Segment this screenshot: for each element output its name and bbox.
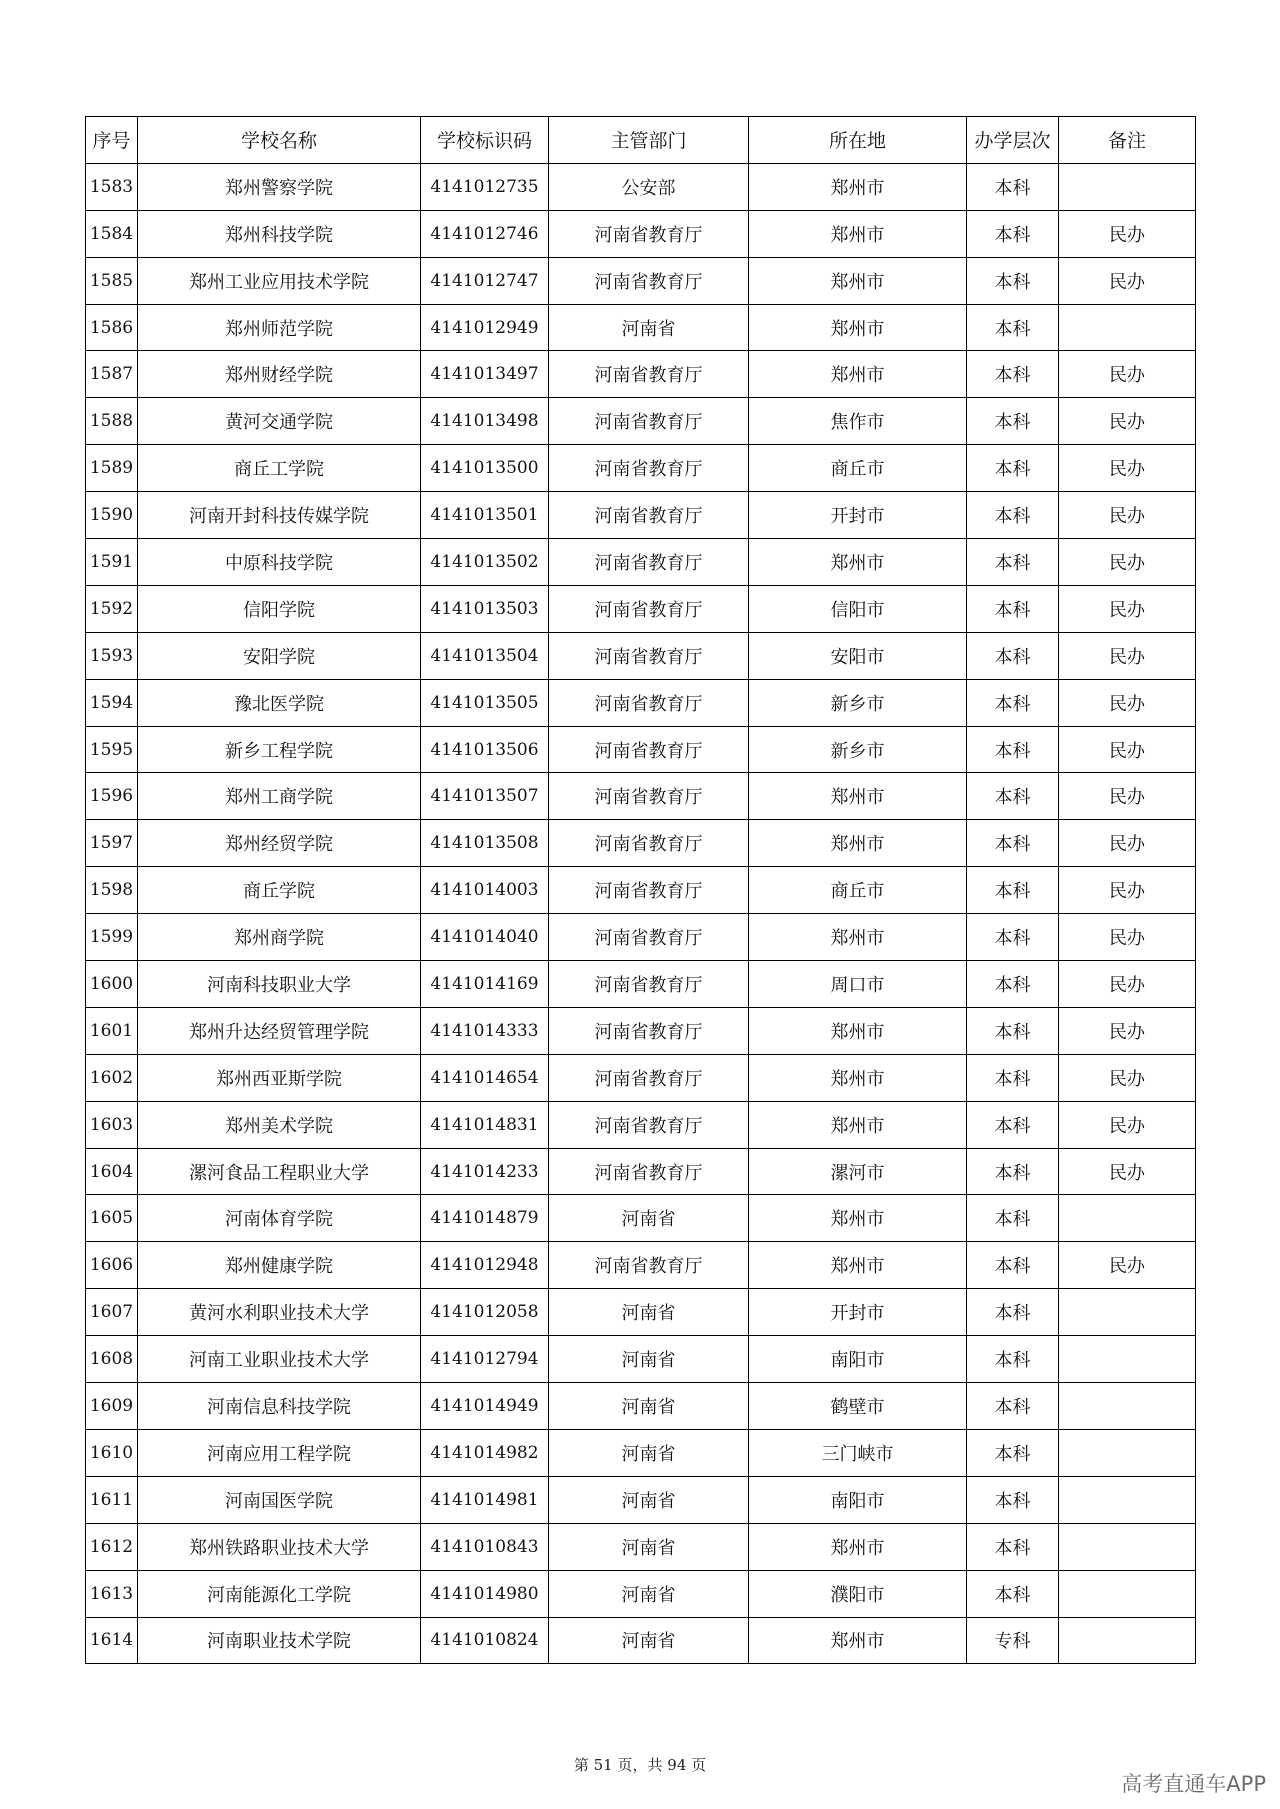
cell-level: 本科 <box>967 304 1059 351</box>
cell-location: 郑州市 <box>749 1523 967 1570</box>
table-row <box>86 163 1196 210</box>
cell-location: 开封市 <box>749 1289 967 1336</box>
cell-location: 周口市 <box>749 961 967 1008</box>
cell-authority: 河南省教育厅 <box>549 1054 749 1101</box>
cell-index: 1600 <box>86 961 138 1008</box>
cell-location: 郑州市 <box>749 539 967 586</box>
cell-school-name: 河南工业职业技术大学 <box>138 1336 421 1383</box>
table-row <box>86 961 1196 1008</box>
cell-index: 1594 <box>86 679 138 726</box>
cell-location: 郑州市 <box>749 257 967 304</box>
cell-remark <box>1059 304 1196 351</box>
header-level: 办学层次 <box>967 117 1059 164</box>
cell-school-name: 河南信息科技学院 <box>138 1383 421 1430</box>
cell-remark: 民办 <box>1059 1054 1196 1101</box>
cell-remark: 民办 <box>1059 726 1196 773</box>
cell-remark: 民办 <box>1059 585 1196 632</box>
cell-school-name: 安阳学院 <box>138 632 421 679</box>
cell-school-name: 郑州经贸学院 <box>138 820 421 867</box>
cell-level: 本科 <box>967 1101 1059 1148</box>
cell-level: 本科 <box>967 1570 1059 1617</box>
cell-school-code: 4141013501 <box>421 492 549 539</box>
cell-level: 本科 <box>967 1383 1059 1430</box>
cell-location: 郑州市 <box>749 1054 967 1101</box>
cell-school-code: 4141013506 <box>421 726 549 773</box>
table-row <box>86 1054 1196 1101</box>
cell-school-code: 4141013497 <box>421 351 549 398</box>
cell-index: 1586 <box>86 304 138 351</box>
table-header-row <box>86 117 1196 164</box>
cell-level: 本科 <box>967 585 1059 632</box>
cell-level: 本科 <box>967 1054 1059 1101</box>
cell-location: 鹤壁市 <box>749 1383 967 1430</box>
cell-level: 本科 <box>967 867 1059 914</box>
page-total: 94 <box>667 1756 687 1774</box>
cell-index: 1614 <box>86 1617 138 1664</box>
cell-authority: 公安部 <box>549 163 749 210</box>
cell-remark <box>1059 163 1196 210</box>
cell-location: 郑州市 <box>749 210 967 257</box>
table-row <box>86 1570 1196 1617</box>
school-list-table <box>85 116 1196 1664</box>
cell-location: 郑州市 <box>749 163 967 210</box>
cell-school-code: 4141013498 <box>421 398 549 445</box>
cell-authority: 河南省教育厅 <box>549 539 749 586</box>
cell-authority: 河南省教育厅 <box>549 585 749 632</box>
table-row <box>86 726 1196 773</box>
cell-level: 本科 <box>967 398 1059 445</box>
cell-index: 1599 <box>86 914 138 961</box>
table-row <box>86 1476 1196 1523</box>
cell-authority: 河南省 <box>549 1617 749 1664</box>
cell-school-code: 4141014879 <box>421 1195 549 1242</box>
table-row <box>86 445 1196 492</box>
cell-school-code: 4141014982 <box>421 1429 549 1476</box>
cell-index: 1588 <box>86 398 138 445</box>
page-label-middle: 页，共 <box>617 1756 663 1774</box>
cell-remark: 民办 <box>1059 961 1196 1008</box>
cell-location: 商丘市 <box>749 445 967 492</box>
cell-level: 本科 <box>967 1148 1059 1195</box>
cell-index: 1605 <box>86 1195 138 1242</box>
cell-level: 本科 <box>967 961 1059 1008</box>
table-row <box>86 1101 1196 1148</box>
cell-school-code: 4141014333 <box>421 1007 549 1054</box>
cell-remark: 民办 <box>1059 492 1196 539</box>
cell-index: 1612 <box>86 1523 138 1570</box>
cell-location: 漯河市 <box>749 1148 967 1195</box>
cell-authority: 河南省 <box>549 1523 749 1570</box>
cell-authority: 河南省教育厅 <box>549 257 749 304</box>
cell-school-code: 4141014831 <box>421 1101 549 1148</box>
watermark-text: 高考直通车APP <box>1121 1772 1266 1796</box>
cell-index: 1595 <box>86 726 138 773</box>
cell-authority: 河南省教育厅 <box>549 351 749 398</box>
table-row <box>86 1429 1196 1476</box>
cell-index: 1593 <box>86 632 138 679</box>
table-row <box>86 210 1196 257</box>
cell-authority: 河南省 <box>549 1429 749 1476</box>
cell-remark: 民办 <box>1059 773 1196 820</box>
cell-remark <box>1059 1429 1196 1476</box>
cell-level: 本科 <box>967 726 1059 773</box>
cell-remark <box>1059 1289 1196 1336</box>
table-row <box>86 1523 1196 1570</box>
cell-remark <box>1059 1336 1196 1383</box>
cell-location: 濮阳市 <box>749 1570 967 1617</box>
cell-school-code: 4141014169 <box>421 961 549 1008</box>
page-label-prefix: 第 <box>573 1756 589 1774</box>
cell-location: 焦作市 <box>749 398 967 445</box>
cell-level: 本科 <box>967 492 1059 539</box>
cell-school-name: 郑州健康学院 <box>138 1242 421 1289</box>
cell-location: 郑州市 <box>749 1007 967 1054</box>
cell-school-code: 4141010843 <box>421 1523 549 1570</box>
cell-school-code: 4141012794 <box>421 1336 549 1383</box>
cell-school-code: 4141013505 <box>421 679 549 726</box>
cell-level: 本科 <box>967 445 1059 492</box>
cell-school-name: 郑州铁路职业技术大学 <box>138 1523 421 1570</box>
cell-remark <box>1059 1195 1196 1242</box>
cell-authority: 河南省 <box>549 1383 749 1430</box>
cell-location: 新乡市 <box>749 679 967 726</box>
cell-location: 郑州市 <box>749 1195 967 1242</box>
cell-school-code: 4141013500 <box>421 445 549 492</box>
cell-school-name: 郑州美术学院 <box>138 1101 421 1148</box>
cell-level: 本科 <box>967 351 1059 398</box>
cell-authority: 河南省教育厅 <box>549 961 749 1008</box>
table-row <box>86 773 1196 820</box>
header-location: 所在地 <box>749 117 967 164</box>
cell-school-code: 4141014949 <box>421 1383 549 1430</box>
cell-remark: 民办 <box>1059 1101 1196 1148</box>
cell-location: 信阳市 <box>749 585 967 632</box>
cell-remark: 民办 <box>1059 867 1196 914</box>
table-row <box>86 1617 1196 1664</box>
cell-remark: 民办 <box>1059 632 1196 679</box>
cell-level: 本科 <box>967 1523 1059 1570</box>
cell-school-code: 4141012058 <box>421 1289 549 1336</box>
cell-index: 1607 <box>86 1289 138 1336</box>
cell-school-code: 4141013503 <box>421 585 549 632</box>
cell-school-name: 豫北医学院 <box>138 679 421 726</box>
cell-remark <box>1059 1523 1196 1570</box>
cell-authority: 河南省教育厅 <box>549 773 749 820</box>
cell-authority: 河南省 <box>549 1336 749 1383</box>
cell-school-name: 郑州工业应用技术学院 <box>138 257 421 304</box>
cell-school-name: 郑州财经学院 <box>138 351 421 398</box>
cell-remark <box>1059 1617 1196 1664</box>
cell-authority: 河南省教育厅 <box>549 679 749 726</box>
cell-location: 南阳市 <box>749 1336 967 1383</box>
cell-school-name: 河南国医学院 <box>138 1476 421 1523</box>
cell-remark: 民办 <box>1059 210 1196 257</box>
cell-remark: 民办 <box>1059 1242 1196 1289</box>
page-current: 51 <box>593 1756 613 1774</box>
cell-school-code: 4141012746 <box>421 210 549 257</box>
cell-remark <box>1059 1570 1196 1617</box>
cell-location: 三门峡市 <box>749 1429 967 1476</box>
cell-level: 本科 <box>967 1242 1059 1289</box>
cell-level: 本科 <box>967 1336 1059 1383</box>
table-row <box>86 1195 1196 1242</box>
table-row <box>86 585 1196 632</box>
header-remark: 备注 <box>1059 117 1196 164</box>
table-row <box>86 304 1196 351</box>
cell-school-name: 河南开封科技传媒学院 <box>138 492 421 539</box>
cell-level: 本科 <box>967 1007 1059 1054</box>
cell-index: 1587 <box>86 351 138 398</box>
cell-school-code: 4141012948 <box>421 1242 549 1289</box>
cell-authority: 河南省 <box>549 304 749 351</box>
table-row <box>86 1148 1196 1195</box>
cell-school-name: 河南体育学院 <box>138 1195 421 1242</box>
cell-level: 本科 <box>967 210 1059 257</box>
table-row <box>86 632 1196 679</box>
cell-level: 本科 <box>967 632 1059 679</box>
cell-school-name: 郑州西亚斯学院 <box>138 1054 421 1101</box>
cell-school-name: 黄河水利职业技术大学 <box>138 1289 421 1336</box>
cell-level: 本科 <box>967 773 1059 820</box>
cell-school-code: 4141014233 <box>421 1148 549 1195</box>
cell-level: 本科 <box>967 914 1059 961</box>
table-row <box>86 539 1196 586</box>
cell-location: 开封市 <box>749 492 967 539</box>
cell-location: 郑州市 <box>749 820 967 867</box>
cell-school-code: 4141012747 <box>421 257 549 304</box>
cell-index: 1606 <box>86 1242 138 1289</box>
cell-authority: 河南省教育厅 <box>549 867 749 914</box>
cell-location: 新乡市 <box>749 726 967 773</box>
cell-authority: 河南省 <box>549 1195 749 1242</box>
cell-remark: 民办 <box>1059 398 1196 445</box>
cell-school-code: 4141014003 <box>421 867 549 914</box>
table-row <box>86 351 1196 398</box>
cell-school-name: 郑州警察学院 <box>138 163 421 210</box>
table-row <box>86 679 1196 726</box>
cell-school-name: 商丘工学院 <box>138 445 421 492</box>
cell-school-name: 河南能源化工学院 <box>138 1570 421 1617</box>
cell-school-code: 4141012949 <box>421 304 549 351</box>
cell-remark <box>1059 1383 1196 1430</box>
cell-authority: 河南省教育厅 <box>549 820 749 867</box>
cell-school-name: 黄河交通学院 <box>138 398 421 445</box>
cell-school-code: 4141010824 <box>421 1617 549 1664</box>
cell-authority: 河南省教育厅 <box>549 632 749 679</box>
cell-authority: 河南省教育厅 <box>549 1101 749 1148</box>
cell-index: 1591 <box>86 539 138 586</box>
cell-index: 1584 <box>86 210 138 257</box>
table-row <box>86 1289 1196 1336</box>
cell-index: 1603 <box>86 1101 138 1148</box>
cell-index: 1592 <box>86 585 138 632</box>
cell-authority: 河南省教育厅 <box>549 1242 749 1289</box>
cell-location: 郑州市 <box>749 351 967 398</box>
cell-index: 1583 <box>86 163 138 210</box>
cell-school-name: 郑州升达经贸管理学院 <box>138 1007 421 1054</box>
cell-location: 商丘市 <box>749 867 967 914</box>
cell-remark <box>1059 1476 1196 1523</box>
cell-index: 1608 <box>86 1336 138 1383</box>
cell-school-code: 4141014040 <box>421 914 549 961</box>
cell-location: 郑州市 <box>749 304 967 351</box>
cell-school-name: 漯河食品工程职业大学 <box>138 1148 421 1195</box>
cell-school-name: 商丘学院 <box>138 867 421 914</box>
page-label-suffix: 页 <box>691 1756 707 1774</box>
cell-school-name: 郑州商学院 <box>138 914 421 961</box>
cell-index: 1597 <box>86 820 138 867</box>
cell-remark: 民办 <box>1059 1148 1196 1195</box>
cell-index: 1596 <box>86 773 138 820</box>
cell-school-name: 河南应用工程学院 <box>138 1429 421 1476</box>
cell-index: 1610 <box>86 1429 138 1476</box>
cell-school-code: 4141014981 <box>421 1476 549 1523</box>
cell-index: 1613 <box>86 1570 138 1617</box>
cell-authority: 河南省教育厅 <box>549 914 749 961</box>
cell-authority: 河南省 <box>549 1476 749 1523</box>
cell-index: 1601 <box>86 1007 138 1054</box>
cell-index: 1585 <box>86 257 138 304</box>
cell-level: 本科 <box>967 257 1059 304</box>
cell-school-name: 信阳学院 <box>138 585 421 632</box>
cell-authority: 河南省 <box>549 1289 749 1336</box>
table-row <box>86 1383 1196 1430</box>
cell-remark: 民办 <box>1059 820 1196 867</box>
cell-school-name: 中原科技学院 <box>138 539 421 586</box>
cell-school-code: 4141013502 <box>421 539 549 586</box>
cell-school-name: 郑州师范学院 <box>138 304 421 351</box>
table-row <box>86 1336 1196 1383</box>
cell-level: 本科 <box>967 163 1059 210</box>
page-number <box>0 1754 1280 1775</box>
table-row <box>86 820 1196 867</box>
cell-location: 郑州市 <box>749 1617 967 1664</box>
cell-location: 安阳市 <box>749 632 967 679</box>
cell-authority: 河南省教育厅 <box>549 1007 749 1054</box>
header-school-name: 学校名称 <box>138 117 421 164</box>
header-school-code: 学校标识码 <box>421 117 549 164</box>
cell-school-code: 4141013504 <box>421 632 549 679</box>
cell-index: 1602 <box>86 1054 138 1101</box>
table-row <box>86 914 1196 961</box>
cell-school-name: 河南职业技术学院 <box>138 1617 421 1664</box>
cell-school-name: 河南科技职业大学 <box>138 961 421 1008</box>
header-index: 序号 <box>86 117 138 164</box>
cell-location: 郑州市 <box>749 773 967 820</box>
table-row <box>86 492 1196 539</box>
cell-school-code: 4141013507 <box>421 773 549 820</box>
cell-level: 本科 <box>967 1429 1059 1476</box>
cell-location: 郑州市 <box>749 1101 967 1148</box>
cell-remark: 民办 <box>1059 445 1196 492</box>
table-row <box>86 1007 1196 1054</box>
cell-school-code: 4141012735 <box>421 163 549 210</box>
cell-remark: 民办 <box>1059 914 1196 961</box>
cell-level: 本科 <box>967 820 1059 867</box>
cell-level: 本科 <box>967 1289 1059 1336</box>
cell-school-name: 郑州科技学院 <box>138 210 421 257</box>
cell-level: 本科 <box>967 1476 1059 1523</box>
cell-authority: 河南省教育厅 <box>549 492 749 539</box>
cell-authority: 河南省教育厅 <box>549 1148 749 1195</box>
cell-location: 郑州市 <box>749 914 967 961</box>
cell-level: 本科 <box>967 539 1059 586</box>
cell-level: 本科 <box>967 1195 1059 1242</box>
cell-authority: 河南省教育厅 <box>549 210 749 257</box>
cell-school-name: 新乡工程学院 <box>138 726 421 773</box>
cell-school-code: 4141014980 <box>421 1570 549 1617</box>
table-row <box>86 257 1196 304</box>
cell-location: 郑州市 <box>749 1242 967 1289</box>
cell-remark: 民办 <box>1059 1007 1196 1054</box>
cell-remark: 民办 <box>1059 679 1196 726</box>
cell-remark: 民办 <box>1059 257 1196 304</box>
cell-school-name: 郑州工商学院 <box>138 773 421 820</box>
cell-school-code: 4141014654 <box>421 1054 549 1101</box>
cell-authority: 河南省 <box>549 1570 749 1617</box>
cell-authority: 河南省教育厅 <box>549 726 749 773</box>
cell-authority: 河南省教育厅 <box>549 445 749 492</box>
cell-location: 南阳市 <box>749 1476 967 1523</box>
table-row <box>86 867 1196 914</box>
cell-index: 1590 <box>86 492 138 539</box>
cell-level: 本科 <box>967 679 1059 726</box>
cell-index: 1589 <box>86 445 138 492</box>
table-row <box>86 398 1196 445</box>
table-row <box>86 1242 1196 1289</box>
cell-level: 专科 <box>967 1617 1059 1664</box>
cell-school-code: 4141013508 <box>421 820 549 867</box>
cell-index: 1611 <box>86 1476 138 1523</box>
cell-authority: 河南省教育厅 <box>549 398 749 445</box>
cell-remark: 民办 <box>1059 351 1196 398</box>
cell-index: 1604 <box>86 1148 138 1195</box>
cell-index: 1609 <box>86 1383 138 1430</box>
cell-index: 1598 <box>86 867 138 914</box>
header-authority: 主管部门 <box>549 117 749 164</box>
cell-remark: 民办 <box>1059 539 1196 586</box>
